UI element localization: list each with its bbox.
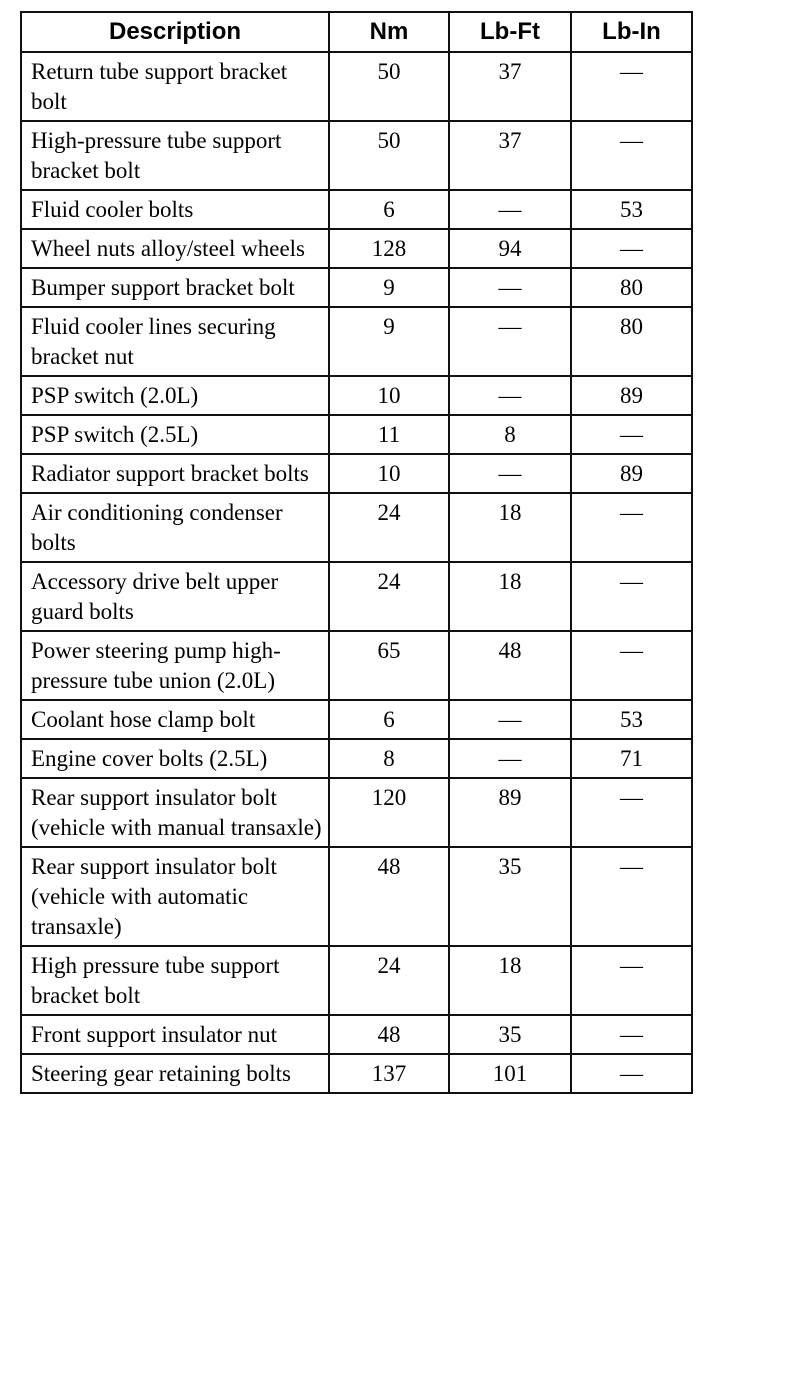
row-lb-ft: 35 <box>449 1015 571 1054</box>
header-nm: Nm <box>329 12 449 52</box>
table-row <box>21 190 692 229</box>
row-lb-ft: — <box>449 454 571 493</box>
row-lb-in: — <box>571 229 692 268</box>
header-lb-ft: Lb-Ft <box>449 12 571 52</box>
table-row <box>21 268 692 307</box>
header-row <box>21 12 692 52</box>
table-row <box>21 307 692 376</box>
row-lb-in: 89 <box>571 454 692 493</box>
table-row <box>21 739 692 778</box>
table-body <box>21 52 692 1093</box>
header-description: Description <box>21 12 329 52</box>
row-nm: 10 <box>329 454 449 493</box>
table-row <box>21 52 692 121</box>
row-description: PSP switch (2.5L) <box>21 415 329 454</box>
row-nm: 6 <box>329 190 449 229</box>
row-lb-ft: — <box>449 307 571 376</box>
row-lb-ft: 18 <box>449 946 571 1015</box>
row-lb-ft: 37 <box>449 52 571 121</box>
row-description: Radiator support bracket bolts <box>21 454 329 493</box>
row-lb-ft: 18 <box>449 493 571 562</box>
table-row <box>21 946 692 1015</box>
row-nm: 128 <box>329 229 449 268</box>
row-description: Front support insulator nut <box>21 1015 329 1054</box>
row-description: PSP switch (2.0L) <box>21 376 329 415</box>
torque-spec-table <box>20 11 693 1094</box>
row-lb-in: 71 <box>571 739 692 778</box>
table-row <box>21 1015 692 1054</box>
row-nm: 24 <box>329 562 449 631</box>
row-lb-in: 89 <box>571 376 692 415</box>
table-row <box>21 229 692 268</box>
table-row <box>21 415 692 454</box>
row-nm: 24 <box>329 946 449 1015</box>
row-nm: 48 <box>329 1015 449 1054</box>
row-lb-ft: 89 <box>449 778 571 847</box>
table-row <box>21 376 692 415</box>
row-lb-ft: — <box>449 739 571 778</box>
row-description: High-pressure tube support bracket bolt <box>21 121 329 190</box>
row-nm: 8 <box>329 739 449 778</box>
table-row <box>21 1054 692 1093</box>
row-lb-in: — <box>571 121 692 190</box>
row-nm: 24 <box>329 493 449 562</box>
row-description: Bumper support bracket bolt <box>21 268 329 307</box>
row-description: Air conditioning condenser bolts <box>21 493 329 562</box>
table-row <box>21 778 692 847</box>
row-description: Wheel nuts alloy/steel wheels <box>21 229 329 268</box>
row-nm: 9 <box>329 268 449 307</box>
row-lb-in: — <box>571 415 692 454</box>
row-lb-ft: 8 <box>449 415 571 454</box>
row-nm: 48 <box>329 847 449 946</box>
table-row <box>21 454 692 493</box>
row-lb-ft: 18 <box>449 562 571 631</box>
row-lb-in: — <box>571 847 692 946</box>
row-lb-in: 80 <box>571 307 692 376</box>
row-lb-ft: 35 <box>449 847 571 946</box>
row-lb-in: — <box>571 946 692 1015</box>
row-nm: 11 <box>329 415 449 454</box>
row-lb-in: — <box>571 52 692 121</box>
row-description: Rear support insulator bolt (vehicle with automatic transaxle) <box>21 847 329 946</box>
row-description: Steering gear retaining bolts <box>21 1054 329 1093</box>
row-nm: 6 <box>329 700 449 739</box>
row-lb-ft: — <box>449 700 571 739</box>
row-lb-in: 53 <box>571 190 692 229</box>
row-lb-ft: — <box>449 376 571 415</box>
table-row <box>21 493 692 562</box>
row-nm: 50 <box>329 52 449 121</box>
row-nm: 65 <box>329 631 449 700</box>
row-description: Engine cover bolts (2.5L) <box>21 739 329 778</box>
row-nm: 10 <box>329 376 449 415</box>
row-nm: 50 <box>329 121 449 190</box>
row-description: Rear support insulator bolt (vehicle with manual transaxle) <box>21 778 329 847</box>
row-description: Power steering pump high-pressure tube union (2.0L) <box>21 631 329 700</box>
table-row <box>21 562 692 631</box>
row-description: Fluid cooler bolts <box>21 190 329 229</box>
table-row <box>21 847 692 946</box>
row-lb-ft: 94 <box>449 229 571 268</box>
row-lb-ft: — <box>449 190 571 229</box>
row-description: Accessory drive belt upper guard bolts <box>21 562 329 631</box>
row-lb-in: — <box>571 1015 692 1054</box>
row-lb-ft: 48 <box>449 631 571 700</box>
row-description: Coolant hose clamp bolt <box>21 700 329 739</box>
row-description: High pressure tube support bracket bolt <box>21 946 329 1015</box>
table-row <box>21 700 692 739</box>
row-lb-in: — <box>571 778 692 847</box>
row-nm: 120 <box>329 778 449 847</box>
table-row <box>21 631 692 700</box>
row-lb-ft: — <box>449 268 571 307</box>
row-lb-in: — <box>571 1054 692 1093</box>
row-lb-ft: 37 <box>449 121 571 190</box>
row-lb-in: 53 <box>571 700 692 739</box>
row-nm: 9 <box>329 307 449 376</box>
row-lb-in: 80 <box>571 268 692 307</box>
row-nm: 137 <box>329 1054 449 1093</box>
row-lb-in: — <box>571 562 692 631</box>
row-lb-ft: 101 <box>449 1054 571 1093</box>
row-description: Return tube support bracket bolt <box>21 52 329 121</box>
row-description: Fluid cooler lines securing bracket nut <box>21 307 329 376</box>
row-lb-in: — <box>571 493 692 562</box>
header-lb-in: Lb-In <box>571 12 692 52</box>
row-lb-in: — <box>571 631 692 700</box>
table-row <box>21 121 692 190</box>
